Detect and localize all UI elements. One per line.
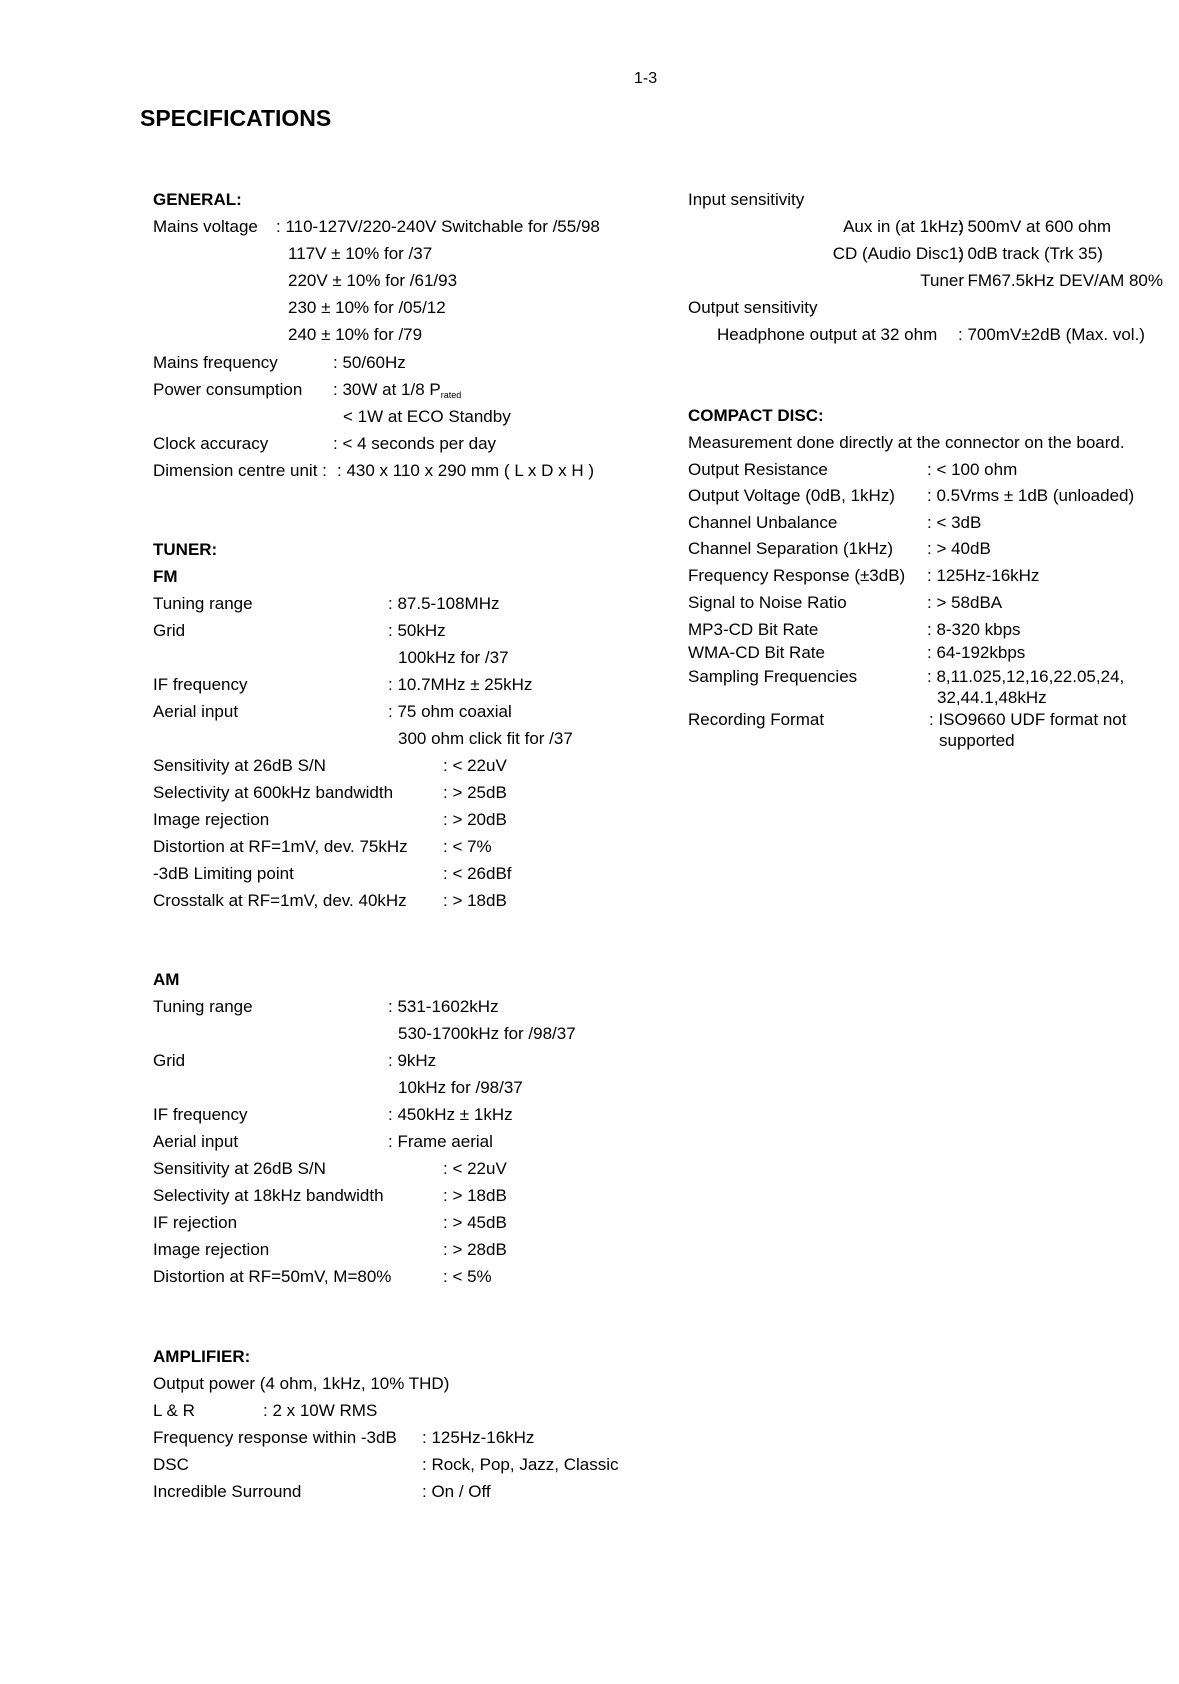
fm-row-label: -3dB Limiting point [153,864,294,883]
cd-row-label: Channel Unbalance [688,513,838,532]
cd-row-value: : 125Hz-16kHz [927,566,1040,585]
am-row-value: : 531-1602kHz [388,997,499,1016]
cd-row-value-cont: 32,44.1,48kHz [937,688,1047,707]
am-row-label: Sensitivity at 26dB S/N [153,1159,326,1178]
fm-row-label: Image rejection [153,810,270,829]
am-row-label: IF rejection [153,1213,238,1232]
general-heading: GENERAL: [153,190,242,209]
input-row-label: CD (Audio Disc1) [832,244,964,263]
cd-row-label: Output Resistance [688,460,828,479]
amp-row-value: : On / Off [422,1482,491,1501]
cd-row-value-cont: supported [939,731,1015,750]
fm-row-extra: 300 ohm click fit for /37 [398,729,573,748]
fm-row-label: Selectivity at 600kHz bandwidth [153,783,394,802]
cd-row-label: Signal to Noise Ratio [688,593,847,612]
cd-row-value: : 64-192kbps [927,643,1026,662]
fm-row-value: : 50kHz [388,621,446,640]
fm-row-value: : > 20dB [443,810,507,829]
fm-row-extra: 100kHz for /37 [398,648,509,667]
cd-row-label: Sampling Frequencies [688,667,858,686]
cd-row-value: : < 3dB [927,513,982,532]
amp-row-value: : 125Hz-16kHz [422,1428,535,1447]
am-row-label: Image rejection [153,1240,270,1259]
mains-voltage-value: 240 ± 10% for /79 [288,325,423,344]
fm-row-label: Sensitivity at 26dB S/N [153,756,326,775]
fm-row-value: : > 18dB [443,891,507,910]
am-row-label: Distortion at RF=50mV, M=80% [153,1267,392,1286]
fm-row-label: Tuning range [153,594,253,613]
am-row-label: Selectivity at 18kHz bandwidth [153,1186,384,1205]
fm-row-value: : 87.5-108MHz [388,594,500,613]
cd-row-label: Output Voltage (0dB, 1kHz) [688,486,895,505]
cd-note: Measurement done directly at the connector on the board. [688,433,1125,452]
cd-row-value: : > 40dB [927,539,991,558]
cd-row-value: : > 58dBA [927,593,1003,612]
lr-label: L & R [153,1401,195,1420]
cd-row-label: Channel Separation (1kHz) [688,539,894,558]
amp-row-label: DSC [153,1455,189,1474]
am-row-value: : > 18dB [443,1186,507,1205]
mains-frequency-label: Mains frequency [153,353,278,372]
cd-row-label: WMA-CD Bit Rate [688,643,825,662]
power-value-text: : 30W at 1/8 P [333,380,441,399]
clock-accuracy-value: : < 4 seconds per day [333,434,497,453]
mains-voltage-value: 220V ± 10% for /61/93 [288,271,458,290]
am-row-value: : Frame aerial [388,1132,493,1151]
headphone-value: : 700mV±2dB (Max. vol.) [958,325,1145,344]
dimension-label: Dimension centre unit : [153,461,327,480]
fm-row-value: : 75 ohm coaxial [388,702,512,721]
cd-row-label: MP3-CD Bit Rate [688,620,819,639]
cd-row-label: Recording Format [688,710,825,729]
am-row-value: : 9kHz [388,1051,437,1070]
fm-row-label: Distortion at RF=1mV, dev. 75kHz [153,837,408,856]
clock-accuracy-label: Clock accuracy [153,434,269,453]
fm-row-value: : < 7% [443,837,492,856]
amp-row-value: : Rock, Pop, Jazz, Classic [422,1455,619,1474]
input-row-value: : FM67.5kHz DEV/AM 80% [958,271,1164,290]
cd-row-label: Frequency Response (±3dB) [688,566,906,585]
output-sensitivity-heading: Output sensitivity [688,298,818,317]
am-row-label: Grid [153,1051,186,1070]
fm-row-label: Aerial input [153,702,239,721]
mains-voltage-value: 117V ± 10% for /37 [288,244,433,263]
fm-row-value: : 10.7MHz ± 25kHz [388,675,533,694]
input-sensitivity-heading: Input sensitivity [688,190,805,209]
power-subscript: rated [440,390,462,400]
input-row-label: Aux in (at 1kHz) [843,217,964,236]
lr-value: : 2 x 10W RMS [263,1401,378,1420]
am-row-value: : < 22uV [443,1159,507,1178]
dimension-value: : 430 x 110 x 290 mm ( L x D x H ) [337,461,594,480]
input-row-value: : 0dB track (Trk 35) [958,244,1103,263]
mains-voltage-value: : 110-127V/220-240V Switchable for /55/98 [276,217,600,236]
am-row-label: Tuning range [153,997,253,1016]
tuner-heading: TUNER: [153,540,218,559]
input-row-value: : 500mV at 600 ohm [958,217,1112,236]
power-consumption-standby: < 1W at ECO Standby [343,407,511,426]
am-row-extra: 530-1700kHz for /98/37 [398,1024,576,1043]
right-column [688,190,1164,950]
am-row-label: IF frequency [153,1105,248,1124]
cd-row-value: : 8,11.025,12,16,22.05,24, [927,667,1125,686]
am-row-label: Aerial input [153,1132,239,1151]
fm-heading: FM [153,567,178,586]
fm-row-value: : > 25dB [443,783,507,802]
am-row-value: : 450kHz ± 1kHz [388,1105,513,1124]
mains-frequency-value: : 50/60Hz [333,353,406,372]
fm-row-label: Crosstalk at RF=1mV, dev. 40kHz [153,891,407,910]
input-row-label: Tuner [920,271,964,290]
output-power-label: Output power (4 ohm, 1kHz, 10% THD) [153,1374,450,1393]
headphone-label: Headphone output at 32 ohm [717,325,938,344]
cd-row-value: : 0.5Vrms ± 1dB (unloaded) [927,486,1135,505]
fm-row-value: : < 22uV [443,756,507,775]
fm-row-label: Grid [153,621,186,640]
amp-row-label: Incredible Surround [153,1482,302,1501]
mains-voltage-value: 230 ± 10% for /05/12 [288,298,446,317]
page-number: 1-3 [634,70,658,87]
fm-row-label: IF frequency [153,675,248,694]
cd-row-value: : ISO9660 UDF format not [929,710,1127,729]
am-row-value: : < 5% [443,1267,492,1286]
amp-row-label: Frequency response within -3dB [153,1428,397,1447]
cd-row-value: : 8-320 kbps [927,620,1021,639]
am-row-extra: 10kHz for /98/37 [398,1078,523,1097]
am-heading: AM [153,970,180,989]
power-consumption-label: Power consumption [153,380,303,399]
power-consumption-value [333,380,461,405]
am-row-value: : > 28dB [443,1240,507,1259]
amplifier-heading: AMPLIFIER: [153,1347,251,1366]
cd-row-value: : < 100 ohm [927,460,1018,479]
mains-voltage-label: Mains voltage [153,217,258,236]
compact-disc-heading: COMPACT DISC: [688,406,824,425]
page-title: SPECIFICATIONS [140,105,332,131]
am-row-value: : > 45dB [443,1213,507,1232]
fm-row-value: : < 26dBf [443,864,512,883]
